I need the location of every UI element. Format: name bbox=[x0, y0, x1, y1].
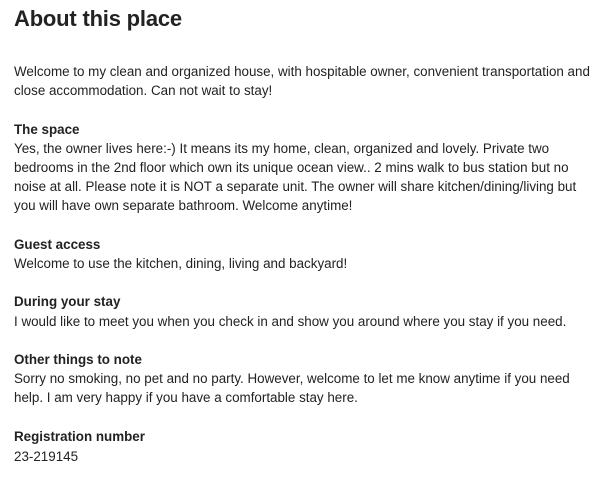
section-body-guest-access: Welcome to use the kitchen, dining, living and backyard! bbox=[14, 256, 348, 271]
section-heading-other-things-to-note: Other things to note bbox=[14, 351, 142, 367]
section-registration-number bbox=[14, 427, 599, 466]
section-body-the-space: Yes, the owner lives here:-) It means its my home, clean, organized and lovely. Private two bedrooms in the 2nd floor which own its unique ocean view.. 2 mins walk to bus station but no noise at all. Please note it is NOT a separate unit. The owner will share kitchen/dining/living but you will have own separate bathroom. Welcome anytime! bbox=[14, 140, 577, 214]
section-heading-guest-access: Guest access bbox=[14, 236, 101, 252]
section-heading-the-space: The space bbox=[14, 121, 80, 137]
section-body-other-things-to-note: Sorry no smoking, no pet and no party. However, welcome to let me know anytime if you need help. I am very happy if you have a comfortable stay here. bbox=[14, 371, 570, 406]
section-the-space bbox=[14, 120, 599, 216]
section-heading-registration-number: Registration number bbox=[14, 428, 145, 444]
intro-text: Welcome to my clean and organized house, with hospitable owner, convenient transportation and close accommodation. Can not wait to stay! bbox=[14, 64, 590, 99]
section-body-during-your-stay: I would like to meet you when you check in and show you around where you stay if you need. bbox=[14, 313, 567, 329]
section-heading-during-your-stay: During your stay bbox=[14, 294, 121, 310]
registration-number-value: 23-219145 bbox=[14, 448, 79, 464]
section-during-your-stay bbox=[14, 292, 599, 330]
page-title: About this place bbox=[14, 6, 182, 31]
section-other-things-to-note bbox=[14, 350, 599, 408]
section-guest-access bbox=[14, 235, 599, 273]
